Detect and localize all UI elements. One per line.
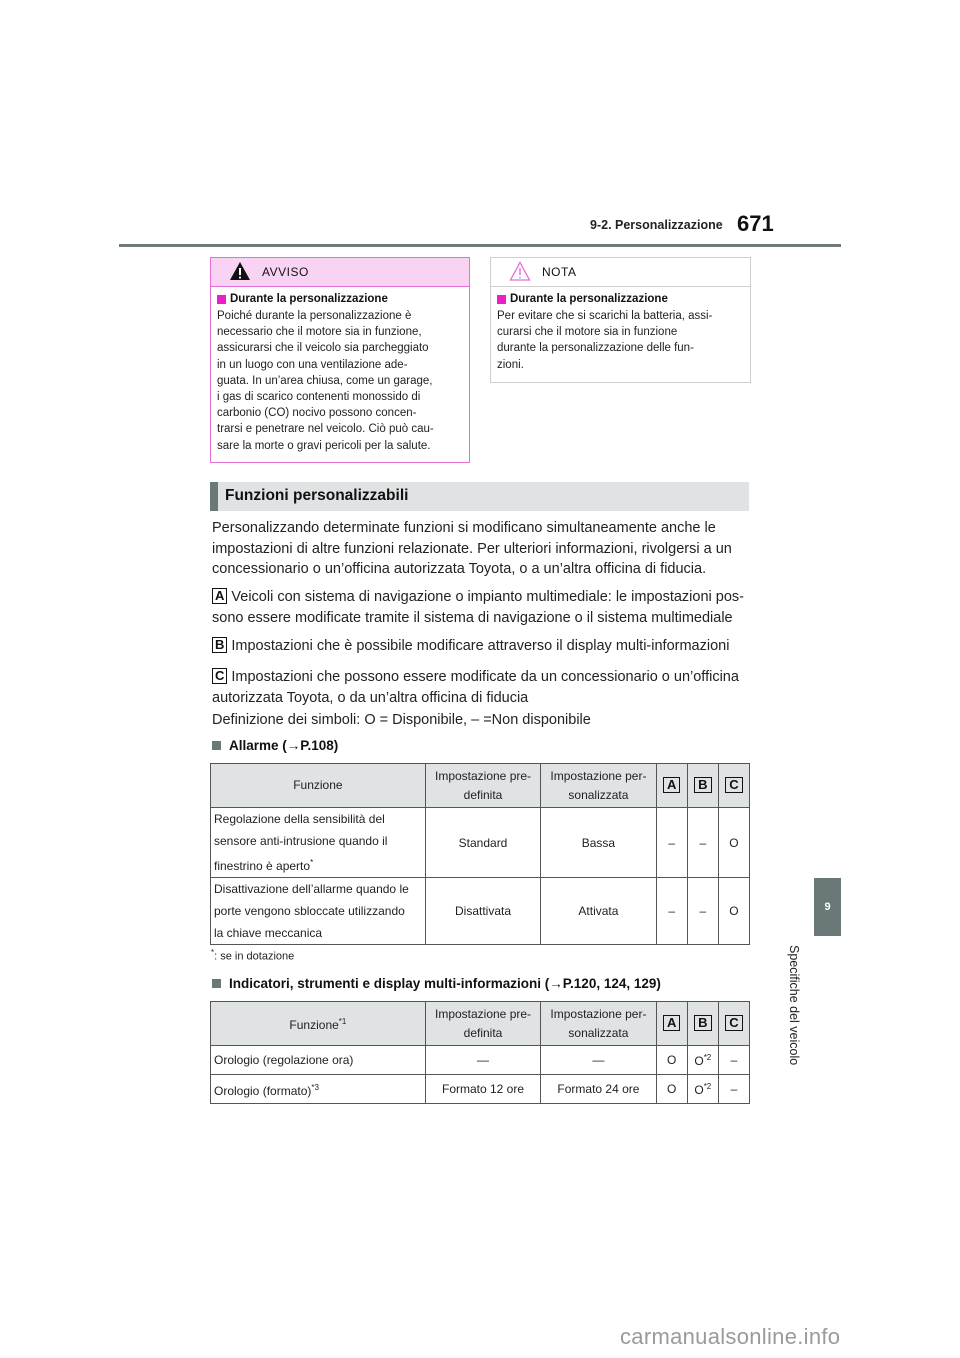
alarm-table [210,763,750,945]
note-title: NOTA [542,265,577,279]
table-row [211,808,750,878]
alarm-heading [212,738,338,753]
col-default: Impostazione pre- definita [425,1002,540,1046]
col-default: Impostazione pre- definita [425,764,540,808]
col-a: A [656,1002,687,1046]
cell-a: O [656,1046,687,1075]
cell-funzione: Regolazione della sensibilità del sensore anti-intrusione quando il finestrino è aperto* [211,808,426,878]
cell-default: Disattivata [425,878,540,945]
col-custom: Impostazione per- sonalizzata [541,1002,656,1046]
col-b: B [687,1002,718,1046]
warning-text: Poiché durante la personalizzazione è necessario che il motore sia in funzione, assicurarsi che il veicolo sia parcheggiato in un luogo con una ventilazione ade- guata. In un’area chiusa, come un garage, i gas di scarico contenenti monossido di carbonio (CO) nocivo possono concen- trarsi e penetrare nel veicolo. Ciò può cau- sare la morte o gravi pericoli per la salute. [217,310,434,452]
symbols-definition: Definizione dei simboli: O = Disponibile, – =Non disponibile [212,712,591,728]
col-funzione: Funzione [211,764,426,808]
cell-a: – [656,878,687,945]
chapter-tab[interactable] [814,878,841,936]
cell-b: $O^{*2}$ [687,1075,718,1104]
section-header [210,482,749,511]
cell-b: $O^{*2}$ [687,1046,718,1075]
col-a: A [656,764,687,808]
warning-box [210,257,470,463]
indicators-heading [212,976,661,991]
note-box [490,257,751,383]
section-header-title: Funzioni personalizzabili [225,487,409,504]
cell-c: – [718,1075,749,1104]
cell-custom: Attivata [541,878,656,945]
indicators-page-link[interactable]: Indicatori, strumenti e display multi-informazioni (→P.120, 124, 129) [229,976,661,991]
cell-c: O [718,808,749,878]
warning-box-header [211,258,469,287]
cell-default: Formato 12 ore [425,1075,540,1104]
header-divider [119,244,841,247]
cell-custom: — [541,1046,656,1075]
cell-custom: Formato 24 ore [541,1075,656,1104]
alarm-page-link[interactable]: Allarme (→P.108) [229,738,339,753]
legend-a: A Veicoli con sistema di navigazione o impianto multimediale: le impostazioni pos- sono essere modificate tramite il sistema di navigazione o il sistema multimediale [212,588,744,626]
bullet-square-icon [217,295,226,304]
page-number: 671 [737,211,774,236]
col-custom: Impostazione per- sonalizzata [541,764,656,808]
cell-default: — [425,1046,540,1075]
cell-funzione: Orologio (regolazione ora) [211,1046,426,1075]
legend-b: B Impostazioni che è possibile modificare attraverso il display multi-informazioni [212,636,752,657]
chapter-label [787,945,801,1085]
indicators-table [210,1001,750,1104]
cell-c: O [718,878,749,945]
col-b: B [687,764,718,808]
section-title: 9-2. Personalizzazione [590,218,723,232]
warning-title: AVVISO [262,265,309,279]
watermark[interactable]: carmanualsonline.info [620,1324,841,1349]
col-c: C [718,1002,749,1046]
note-box-header [491,258,750,287]
badge-c: C [212,668,227,684]
cell-c: – [718,1046,749,1075]
warning-triangle-outline-icon [509,261,531,281]
chapter-number: 9 [824,901,831,913]
chapter-label-text: Specifiche del veicolo [787,945,801,1066]
note-text: Per evitare che si scarichi la batteria, assi- curarsi che il motore sia in funzione durante la personalizzazione delle fun- zioni. [497,310,713,371]
cell-a: – [656,808,687,878]
bullet-square-icon [212,741,221,750]
legend-c: C Impostazioni che possono essere modificate da un concessionario o un’officina autorizzata Toyota, o da un’altra officina di fiducia [212,668,739,706]
table-row [211,878,750,945]
warning-subtitle: Durante la personalizzazione [217,293,469,305]
footnote: *: se in dotazione [211,948,295,963]
intro-paragraph: Personalizzando determinate funzioni si modificano simultaneamente anche le impostazioni di altre funzioni relazionate. Per ulteriori informazioni, rivolgersi a un concessionario o un’officina autorizzata Toyota, o a un’altra officina di fiducia. [212,520,732,578]
table-row [211,1046,750,1075]
note-subtitle: Durante la personalizzazione [497,293,750,305]
badge-a: A [212,588,227,604]
table-header-row [211,764,750,808]
col-c: C [718,764,749,808]
warning-triangle-filled-icon [229,261,251,281]
cell-funzione: Disattivazione dell’allarme quando le porte vengono sbloccate utilizzando la chiave meccanica [211,878,426,945]
badge-b: B [212,637,227,653]
table-row [211,1075,750,1104]
cell-funzione: Orologio (formato)$^{*3}$ [211,1075,426,1104]
cell-default: Standard [425,808,540,878]
cell-b: – [687,808,718,878]
bullet-square-icon [212,979,221,988]
table-header-row [211,1002,750,1046]
col-funzione: Funzione$^{*1}$ [211,1002,426,1046]
cell-custom: Bassa [541,808,656,878]
cell-b: – [687,878,718,945]
cell-a: O [656,1075,687,1104]
bullet-square-icon [497,295,506,304]
